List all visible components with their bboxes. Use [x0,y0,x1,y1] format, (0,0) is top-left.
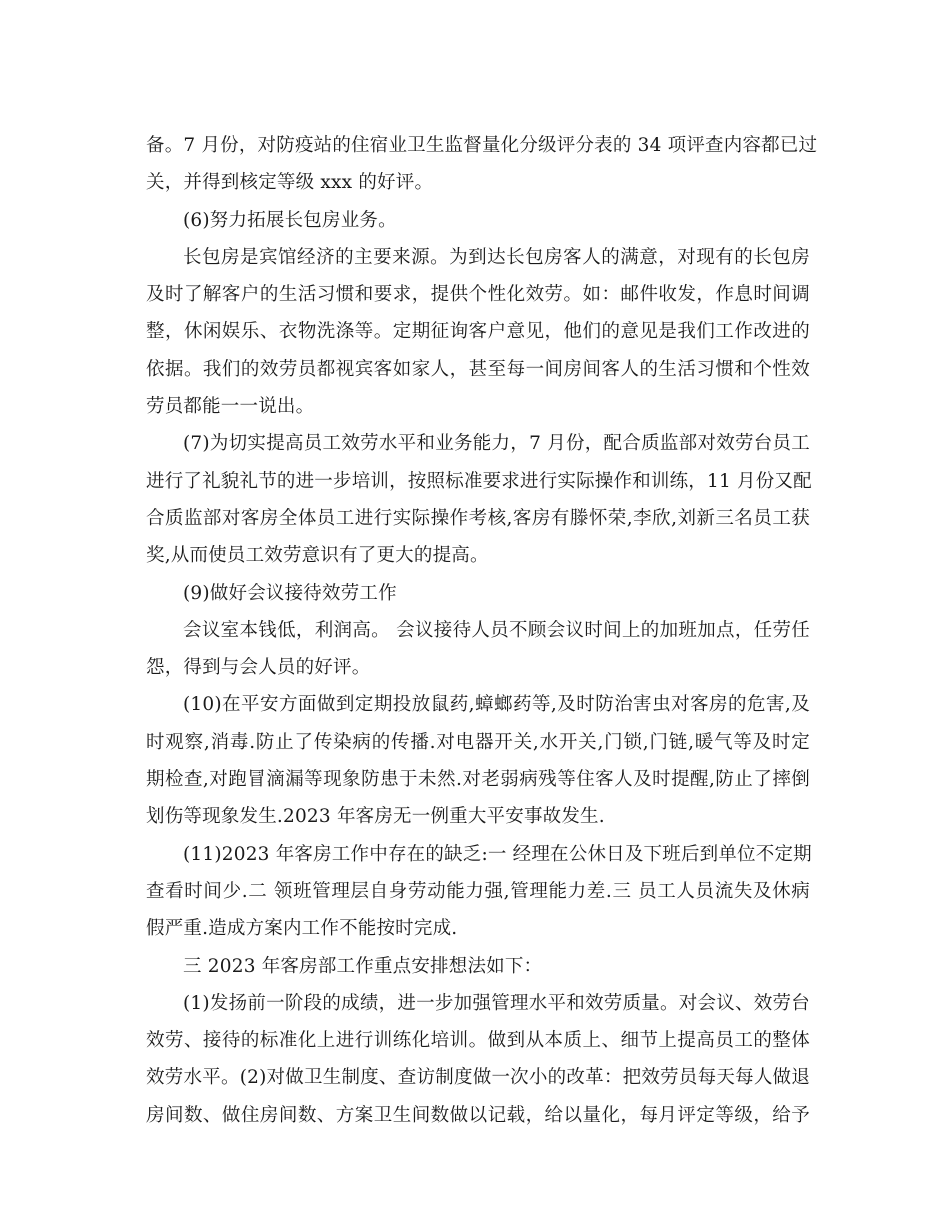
text-line: 时观察,消毒.防止了传染病的传播.对电器开关,水开关,门锁,门链,暖气等及时定 [146,731,810,753]
text-line: 三 2023 年客房部工作重点安排想法如下： [183,955,543,977]
text-line: 假严重.造成方案内工作不能按时完成. [146,918,458,940]
text-line: (6)努力拓展长包房业务。 [183,209,397,231]
text-line: (1)发扬前一阶段的成绩，进一步加强管理水平和效劳质量。对会议、效劳台 [183,992,810,1014]
text-line: 效劳、接待的标准化上进行训练化培训。做到从本质上、细节上提高员工的整体 [146,1030,810,1052]
text-line: 长包房是宾馆经济的主要来源。为到达长包房客人的满意，对现有的长包房 [183,246,810,268]
text-line: 劳员都能一一说出。 [146,396,315,418]
text-line: 进行了礼貌礼节的进一步培训，按照标准要求进行实际操作和训练，11 月份又配 [146,470,812,492]
text-line: 划伤等现象发生.2023 年客房无一例重大平安事故发生. [146,806,605,828]
text-line: 会议室本钱低，利润高。 会议接待人员不顾会议时间上的加班加点，任劳任 [183,619,810,641]
text-line: 关，并得到核定等级 xxx 的好评。 [146,172,434,194]
document-page [146,127,818,1134]
text-line: 期检查,对跑冒滴漏等现象防患于未然.对老弱病残等住客人及时提醒,防止了摔倒 [146,769,810,791]
text-line: 查看时间少.二 领班管理层自身劳动能力强,管理能力差.三 员工人员流失及休病 [146,880,810,902]
text-line: 效劳水平。(2)对做卫生制度、查访制度做一次小的改革：把效劳员每天每人做退 [146,1067,810,1089]
text-line: 备。7 月份，对防疫站的住宿业卫生监督量化分级评分表的 34 项评查内容都已过 [146,135,818,156]
text-line: 合质监部对客房全体员工进行实际操作考核,客房有滕怀荣,李欣,刘新三名员工获 [146,507,810,529]
text-line: 怨，得到与会人员的好评。 [146,657,371,679]
text-line: (11)2023 年客房工作中存在的缺乏:一 经理在公休日及下班后到单位不定期 [183,843,812,865]
text-line: (10)在平安方面做到定期投放鼠药,蟑螂药等,及时防治害虫对客房的危害,及 [183,694,810,716]
text-line: 依据。我们的效劳员都视宾客如家人，甚至每一间房间客人的生活习惯和个性效 [146,358,810,380]
text-line: 房间数、做住房间数、方案卫生间数做以记载，给以量化，每月评定等级，给予 [146,1104,810,1126]
text-line: 奖,从而使员工效劳意识有了更大的提高。 [146,545,489,567]
text-line: (7)为切实提高员工效劳水平和业务能力，7 月份，配合质监部对效劳台员工 [183,433,810,455]
text-line: 及时了解客户的生活习惯和要求，提供个性化效劳。如：邮件收发，作息时间调 [146,284,810,306]
text-line: 整，休闲娱乐、衣物洗涤等。定期征询客户意见，他们的意见是我们工作改进的 [146,321,810,343]
text-line: (9)做好会议接待效劳工作 [183,582,397,604]
